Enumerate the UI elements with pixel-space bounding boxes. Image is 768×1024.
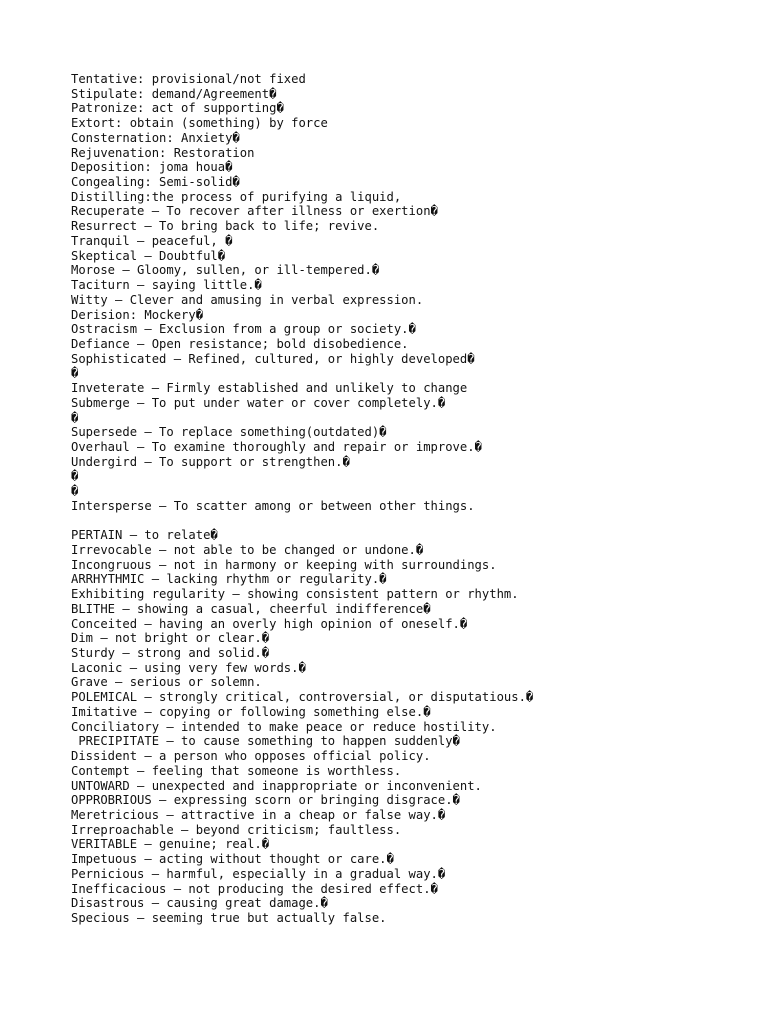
text-line: Conciliatory – intended to make peace or reduce hostility. xyxy=(71,719,497,734)
blank-line xyxy=(71,514,761,529)
text-line: � xyxy=(71,484,79,499)
text-line: Disastrous – causing great damage.� xyxy=(71,896,328,911)
text-line: � xyxy=(71,410,79,425)
text-line: Submerge – To put under water or cover completely.� xyxy=(71,395,446,410)
text-line: Impetuous – acting without thought or care.� xyxy=(71,852,394,867)
text-line: Undergird – To support or strengthen.� xyxy=(71,454,350,469)
text-line: ARRHYTHMIC – lacking rhythm or regularity.� xyxy=(71,572,387,587)
text-line: Meretricious – attractive in a cheap or false way.� xyxy=(71,807,446,822)
text-line: Deposition: joma houa� xyxy=(71,160,233,175)
text-line: PERTAIN – to relate� xyxy=(71,528,218,543)
text-line: Laconic – using very few words.� xyxy=(71,660,306,675)
text-line: POLEMICAL – strongly critical, controversial, or disputatious.� xyxy=(71,690,534,705)
text-line: Tentative: provisional/not fixed xyxy=(71,72,306,86)
text-line: Distilling:the process of purifying a liquid, xyxy=(71,189,402,204)
text-line: Taciturn – saying little.� xyxy=(71,278,262,293)
text-line: Witty – Clever and amusing in verbal expression. xyxy=(71,292,424,307)
text-line: Morose – Gloomy, sullen, or ill-tempered.� xyxy=(71,263,380,278)
vocabulary-text-block xyxy=(71,72,761,926)
text-line: OPPROBRIOUS – expressing scorn or bringing disgrace.� xyxy=(71,793,460,808)
text-line: Tranquil – peaceful, � xyxy=(71,233,233,248)
text-line: Resurrect – To bring back to life; revive. xyxy=(71,219,380,234)
text-line: Recuperate – To recover after illness or exertion� xyxy=(71,204,438,219)
text-line: Stipulate: demand/Agreement� xyxy=(71,86,277,101)
text-line: Patronize: act of supporting� xyxy=(71,101,284,116)
text-line: Dim – not bright or clear.� xyxy=(71,631,270,646)
text-line: Contempt – feeling that someone is worthless. xyxy=(71,763,402,778)
text-line: � xyxy=(71,469,79,484)
text-line: Derision: Mockery� xyxy=(71,307,204,322)
text-line: Rejuvenation: Restoration xyxy=(71,145,255,160)
text-line: Inveterate – Firmly established and unlikely to change xyxy=(71,381,468,396)
text-line: UNTOWARD – unexpected and inappropriate or inconvenient. xyxy=(71,778,482,793)
text-line: Grave – serious or solemn. xyxy=(71,675,262,690)
text-line: Sturdy – strong and solid.� xyxy=(71,646,270,661)
text-line: Intersperse – To scatter among or between other things. xyxy=(71,498,475,513)
text-line: Defiance – Open resistance; bold disobedience. xyxy=(71,336,409,351)
text-line: Irrevocable – not able to be changed or undone.� xyxy=(71,543,424,557)
text-line: Incongruous – not in harmony or keeping with surroundings. xyxy=(71,557,497,572)
text-line: � xyxy=(71,366,79,381)
text-line: Congealing: Semi-solid� xyxy=(71,175,240,190)
text-line: Dissident – a person who opposes official policy. xyxy=(71,749,431,764)
text-line: Sophisticated – Refined, cultured, or highly developed� xyxy=(71,351,475,366)
text-line: BLITHE – showing a casual, cheerful indifference� xyxy=(71,601,431,616)
text-line: Pernicious – harmful, especially in a gradual way.� xyxy=(71,866,446,881)
text-line: Exhibiting regularity – showing consistent pattern or rhythm. xyxy=(71,587,519,602)
text-line: Overhaul – To examine thoroughly and repair or improve.� xyxy=(71,439,482,454)
text-line: Irreproachable – beyond criticism; faultless. xyxy=(71,822,402,837)
text-line: Ostracism – Exclusion from a group or society.� xyxy=(71,322,416,337)
text-line: Skeptical – Doubtful� xyxy=(71,248,226,263)
text-line: Extort: obtain (something) by force xyxy=(71,116,328,131)
text-line: Imitative – copying or following something else.� xyxy=(71,704,431,719)
text-line: Consternation: Anxiety� xyxy=(71,130,240,145)
text-line: Inefficacious – not producing the desired effect.� xyxy=(71,881,438,896)
text-line: Supersede – To replace something(outdated)� xyxy=(71,425,387,440)
text-line: Conceited – having an overly high opinion of oneself.� xyxy=(71,616,468,631)
text-line: Specious – seeming true but actually false. xyxy=(71,910,387,925)
text-line: VERITABLE – genuine; real.� xyxy=(71,837,270,852)
text-line: PRECIPITATE – to cause something to happen suddenly� xyxy=(71,734,460,749)
